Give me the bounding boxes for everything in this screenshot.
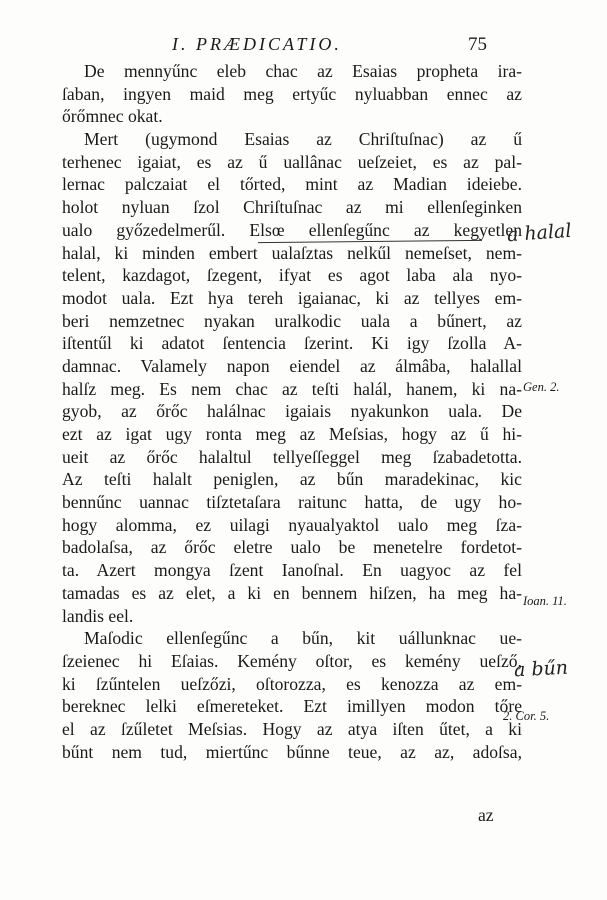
text-line: beri nemzetnec nyakan uralkodic uala a bűnert, az <box>62 310 522 331</box>
text-line: lernac palczaiat el tőrted, mint az Madian ideiebe. <box>62 174 522 195</box>
text-line: el az ſzűletet Meſsias. Hogy az atya iſten űtet, a ki <box>62 718 522 739</box>
page-header <box>0 34 607 58</box>
text-line: landis eel. <box>62 605 134 626</box>
page-number: 75 <box>468 34 487 55</box>
text-line: gyob, az őrőc halálnac igaiais nyakunkon uala. De <box>62 401 522 422</box>
text-line: ta. Azert mongya ſzent Ianoſnal. En uagyoc az fel <box>62 560 522 581</box>
text-line: ezt az igat ugy ronta meg az Meſsias, hogy az ű hi- <box>62 424 522 444</box>
text-line: őrőmnec okat. <box>62 106 163 127</box>
text-line: bennűnc uannac tiſztetaſara raitunc hatta, de ugy ho- <box>62 492 522 513</box>
text-line: ſaban, ingyen maid meg ertyűc nyluabban ennec az <box>62 83 522 104</box>
catchword: az <box>478 805 494 825</box>
text-line: Maſodic ellenſegűnc a bűn, kit uállunknac ue- <box>84 628 522 649</box>
handwritten-note-halal: a halal <box>506 219 573 247</box>
text-line: De mennyűnc eleb chac az Esaias propheta ira- <box>84 61 522 81</box>
text-line: halal, ki minden embert ualaſztas nelkűl nemeſset, nem- <box>62 242 522 263</box>
margin-note-genesis: Gen. 2. <box>523 380 560 394</box>
margin-note-ioan: Ioan. 11. <box>523 594 567 608</box>
text-line: halſz meg. Es nem chac az teſti halál, hanem, ki na- <box>62 378 522 399</box>
running-head: I. PRÆDICATIO. <box>172 34 342 54</box>
margin-note-corinthians: 2. Cor. 5. <box>503 709 550 723</box>
text-line: bűnt nem tud, miertűnc bűnne teue, az az, adoſsa, <box>62 741 522 762</box>
text-line: bereknec lelki eſmereteket. Ezt imillyen modon tőre <box>62 696 522 717</box>
text-line: ualo győzedelmerűl. Elsœ ellenſegűnc az kegyetlen <box>62 219 522 240</box>
text-line: telent, kazdagot, ſzegent, ifyat es agot laba ala nyo- <box>62 265 522 286</box>
body-text <box>62 60 522 763</box>
text-line: Az teſti halalt peniglen, az bűn maradekinac, kic <box>62 469 522 490</box>
text-line: Mert (ugymond Esaias az Chriſtuſnac) az ű <box>84 129 522 150</box>
text-line: tamadas es az elet, a ki en bennem hiſzen, ha meg ha- <box>62 582 522 603</box>
text-line: ki ſzűntelen ueſzőzi, oſtorozza, es kenozza az em- <box>62 673 522 694</box>
text-line: holot nyluan ſzol Chriſtuſnac az mi ellenſeginken <box>62 197 522 218</box>
text-line: badolaſsa, az őrőc eletre ualo be menetelre fordetot- <box>62 537 522 558</box>
handwritten-note-bun: a bűn <box>513 656 569 682</box>
text-line: modot uala. Ezt hya tereh igaianac, ki az tellyes em- <box>62 287 522 308</box>
text-line: ueit az őrőc halaltul tellyeſſeggel meg ſzabadetotta. <box>62 446 522 467</box>
text-line: iſtentűl ki adatot ſentencia ſzerint. Ki igy ſzolla A- <box>62 333 522 354</box>
text-line: ſzeienec hi Eſaias. Kemény oſtor, es kemény ueſző, <box>62 650 522 671</box>
text-line: hogy alomma, ez uilagi nyaualyaktol ualo meg ſza- <box>62 514 522 535</box>
text-line: damnac. Valamely napon eiendel az álmâba, halallal <box>62 355 522 376</box>
text-line: terhenec igaiat, es az ű uallânac ueſzeiet, es az pal- <box>62 151 522 172</box>
